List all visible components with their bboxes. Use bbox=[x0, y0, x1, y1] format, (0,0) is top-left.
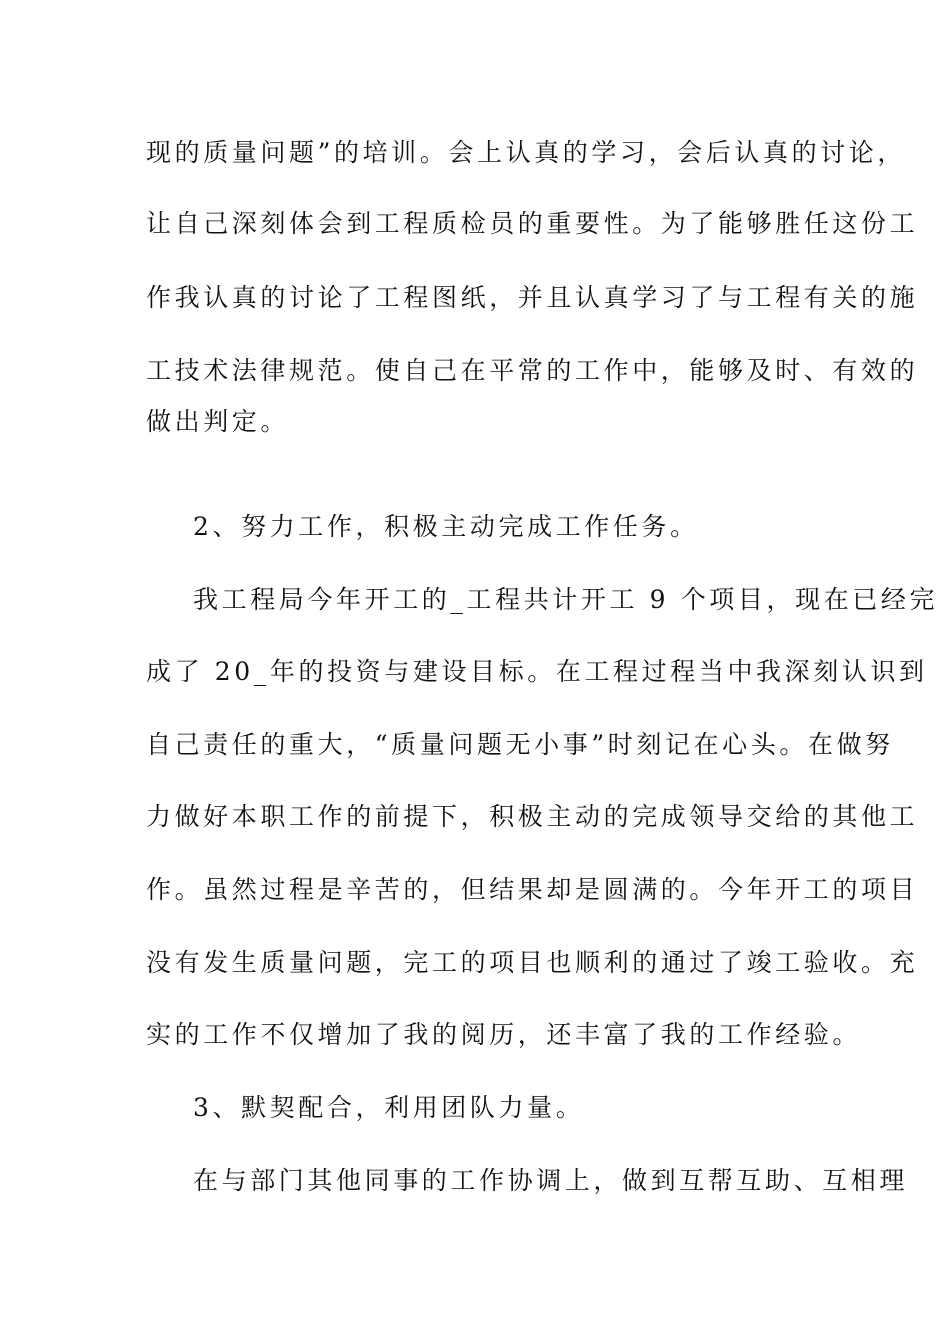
text-line: 工技术法律规范。使自己在平常的工作中，能够及时、有效的 bbox=[146, 356, 919, 385]
section-heading: 2、努力工作，积极主动完成工作任务。 bbox=[193, 512, 699, 541]
text-line: 实的工作不仅增加了我的阅历，还丰富了我的工作经验。 bbox=[146, 1020, 862, 1049]
text-line: 力做好本职工作的前提下，积极主动的完成领导交给的其他工 bbox=[146, 802, 919, 831]
text-line: 自己责任的重大，“质量问题无小事”时刻记在心头。在做努 bbox=[146, 730, 894, 759]
text-line: 没有发生质量问题，完工的项目也顺利的通过了竣工验收。充 bbox=[146, 948, 919, 977]
text-line: 让自己深刻体会到工程质检员的重要性。为了能够胜任这份工 bbox=[146, 209, 919, 238]
paragraph-first-line: 在与部门其他同事的工作协调上，做到互帮互助、互相理 bbox=[193, 1166, 909, 1195]
section-heading: 3、默契配合，利用团队力量。 bbox=[193, 1093, 585, 1122]
paragraph-first-line: 我工程局今年开工的_工程共计开工 9 个项目，现在已经完 bbox=[193, 585, 939, 614]
text-line: 作。虽然过程是辛苦的，但结果却是圆满的。今年开工的项目 bbox=[146, 875, 919, 904]
text-line: 现的质量问题”的培训。会上认真的学习，会后认真的讨论， bbox=[146, 138, 906, 167]
text-line: 成了 20_年的投资与建设目标。在工程过程当中我深刻认识到 bbox=[146, 657, 928, 686]
text-line: 作我认真的讨论了工程图纸，并且认真学习了与工程有关的施 bbox=[146, 283, 919, 312]
text-line: 做出判定。 bbox=[146, 407, 290, 436]
